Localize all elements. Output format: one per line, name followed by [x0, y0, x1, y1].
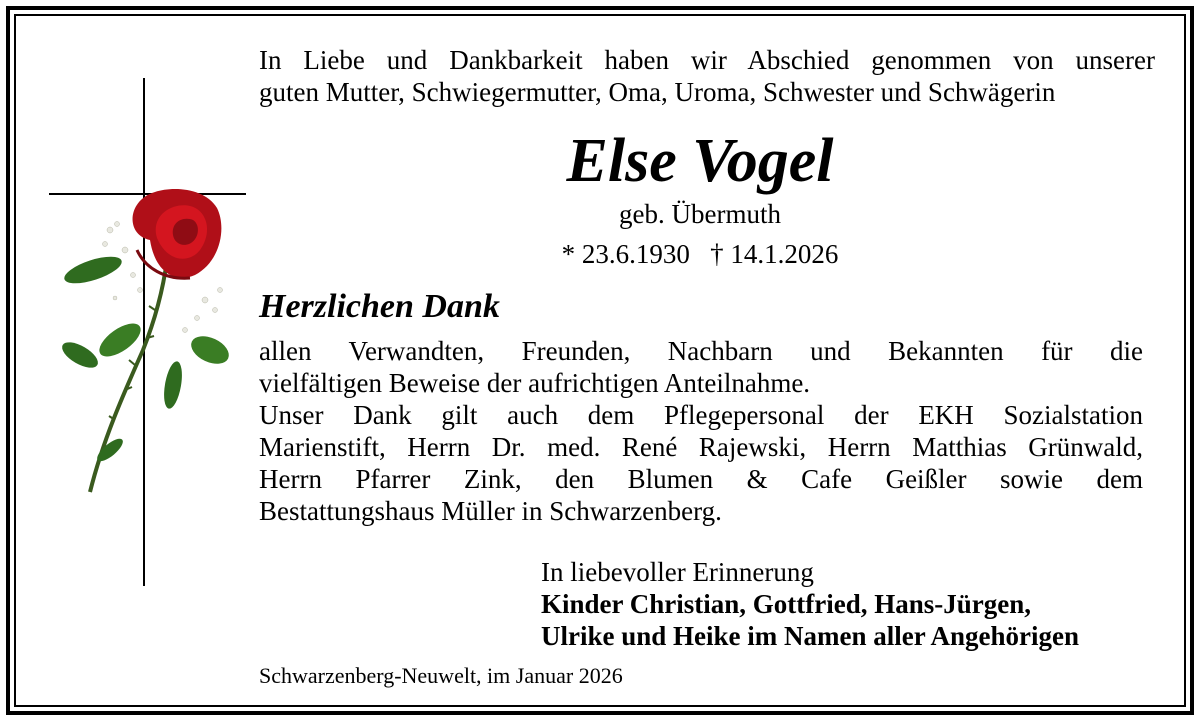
- thanks-heading: Herzlichen Dank: [259, 288, 500, 325]
- signature-line: In liebevoller Erinnerung: [541, 557, 814, 587]
- deceased-name: Else Vogel: [566, 127, 834, 195]
- body-line: vielfältigen Beweise der aufrichtigen Anteilnahme.: [259, 368, 811, 398]
- body-line: Bestattungshaus Müller in Schwarzenberg.: [259, 496, 722, 526]
- intro-text: [259, 44, 1155, 108]
- intro-line: guten Mutter, Schwiegermutter, Oma, Uroma, Schwester und Schwägerin: [259, 77, 1056, 107]
- intro-line: In Liebe und Dankbarkeit haben wir Abschied genommen von unserer: [259, 45, 1155, 75]
- body-line: Herrn Pfarrer Zink, den Blumen & Cafe Geißler sowie dem: [259, 464, 1143, 494]
- signature-names: Kinder Christian, Gottfried, Hans-Jürgen,: [541, 589, 1032, 619]
- body-line: allen Verwandten, Freunden, Nachbarn und Bekannten für die: [259, 336, 1143, 366]
- birth-name: geb. Übermuth: [619, 199, 781, 229]
- life-dates: * 23.6.1930 † 14.1.2026: [561, 239, 839, 269]
- body-line: Marienstift, Herrn Dr. med. René Rajewski, Herrn Matthias Grünwald,: [259, 432, 1143, 462]
- signature-block: [541, 556, 1079, 652]
- red-rose-icon: [55, 180, 245, 500]
- signature-names: Ulrike und Heike im Namen aller Angehörigen: [541, 621, 1079, 651]
- body-line: Unser Dank gilt auch dem Pflegepersonal der EKH Sozialstation: [259, 400, 1143, 430]
- place-date: Schwarzenberg-Neuwelt, im Januar 2026: [259, 663, 623, 688]
- thanks-body: [259, 335, 1143, 527]
